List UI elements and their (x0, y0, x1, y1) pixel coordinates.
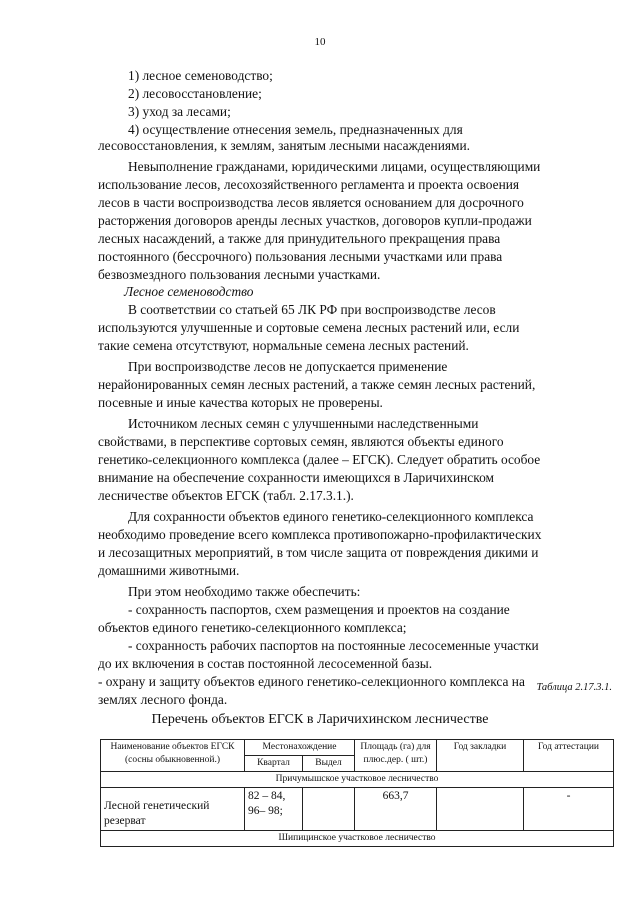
text-line: объектов единого генетико-селекционного комплекса; (98, 620, 407, 635)
cell-area: 663,7 (355, 788, 437, 831)
cell-kvartal: 82 – 84, 96– 98; (245, 788, 303, 831)
text-line: Источником лесных семян с улучшенными наследственными (128, 416, 479, 431)
text-line: использование лесов, лесохозяйственного регламента и проекта освоения (98, 177, 520, 192)
section-row: Шипицинское участковое лесничество (101, 831, 614, 847)
list-item-1: 1) лесное семеноводство; (128, 68, 273, 83)
text-line: лесных насаждений, а также для принудительного прекращения права (98, 231, 501, 246)
text-line: используются улучшенные и сортовые семена лесных растений или, если (98, 320, 520, 335)
table-title: Перечень объектов ЕГСК в Ларичихинском лесничестве (151, 712, 489, 727)
text-line: домашними животными. (98, 563, 240, 578)
section-heading: Лесное семеноводство (124, 284, 254, 299)
cell-year-attestation: - (524, 788, 614, 831)
cell-year-laying (437, 788, 524, 831)
header-area: Площадь (га) для плюс.дер. ( шт.) (355, 740, 437, 772)
text-line: землях лесного фонда. (98, 692, 228, 707)
text-line: При этом необходимо также обеспечить: (128, 584, 361, 599)
text-line: расторжения договоров аренды лесных участков, договоров купли-продажи (98, 213, 532, 228)
cell-vydel (303, 788, 355, 831)
text-line: посевные и иные качества которых не проверены. (98, 395, 383, 410)
text-line: Для сохранности объектов единого генетико-селекционного комплекса (128, 509, 534, 524)
text-line: генетико-селекционного комплекса (далее – ЕГСК). Следует обратить особое (98, 452, 541, 467)
text-line: лесов в части воспроизводства лесов является основанием для досрочного (98, 195, 524, 210)
text-line: В соответствии со статьей 65 ЛК РФ при воспроизводстве лесов (128, 302, 496, 317)
header-location: Местонахождение (245, 740, 355, 756)
cell-name: Лесной генетический резерват (101, 788, 245, 831)
list-item-2: 2) лесовосстановление; (128, 86, 262, 101)
header-vydel: Выдел (303, 756, 355, 772)
text-line: и лесозащитных мероприятий, в том числе защита от повреждения дикими и (98, 545, 539, 560)
text-line: лесничестве объектов ЕГСК (табл. 2.17.3.1.). (98, 488, 354, 503)
egsk-table (100, 739, 614, 847)
header-kvartal: Квартал (245, 756, 303, 772)
header-year-laying: Год закладки (437, 740, 524, 772)
text-line: безвозмездного пользования лесными участками. (98, 267, 381, 282)
header-name: Наименование объектов ЕГСК (сосны обыкновенной.) (101, 740, 245, 772)
header-year-attestation: Год аттестации (524, 740, 614, 772)
text-line: постоянного (бессрочного) пользования лесными участками или права (98, 249, 503, 264)
text-line: - охрану и защиту объектов единого генетико-селекционного комплекса на (98, 674, 525, 689)
list-item-4: 4) осуществление отнесения земель, предназначенных для (128, 122, 463, 137)
text-line: - сохранность паспортов, схем размещения и проектов на создание (128, 602, 510, 617)
text-line: такие семена отсутствуют, нормальные семена лесных растений. (98, 338, 469, 353)
table-row (101, 788, 614, 831)
list-item-3: 3) уход за лесами; (128, 104, 231, 119)
text-line: до их включения в состав постоянной лесосеменной базы. (98, 656, 433, 671)
table-caption: Таблица 2.17.3.1. (536, 682, 612, 693)
text-line: необходимо проведение всего комплекса противопожарно-профилактических (98, 527, 542, 542)
text-line: Невыполнение гражданами, юридическими лицами, осуществляющими (128, 159, 541, 174)
text-line: нерайонированных семян лесных растений, а также семян лесных растений, (98, 377, 536, 392)
text-line: При воспроизводстве лесов не допускается применение (128, 359, 448, 374)
text-line: лесовосстановления, к землям, занятым лесными насаждениями. (98, 138, 471, 153)
text-line: - сохранность рабочих паспортов на постоянные лесосеменные участки (128, 638, 539, 653)
section-row: Причумышское участковое лесничество (101, 772, 614, 788)
page-number: 10 (314, 36, 326, 48)
text-line: свойствами, в перспективе сортовых семян, являются объекты единого (98, 434, 504, 449)
text-line: внимание на обеспечение сохранности имеющихся в Ларичихинском (98, 470, 494, 485)
